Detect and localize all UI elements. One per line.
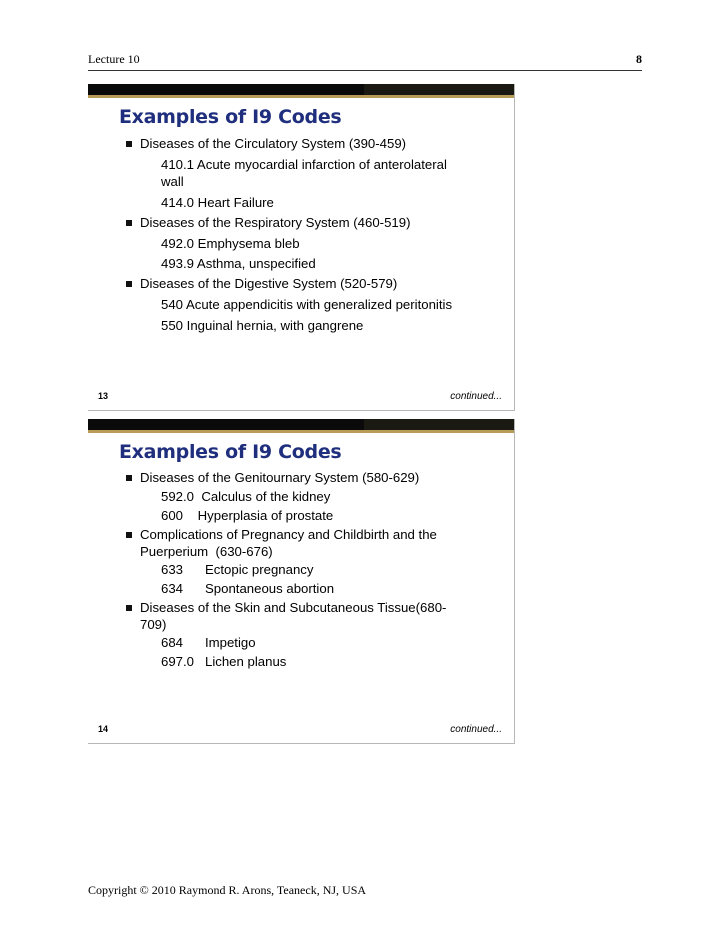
slide-13 bbox=[88, 84, 515, 411]
slide-number: 14 bbox=[98, 724, 109, 734]
bullet-icon bbox=[126, 141, 132, 147]
slide-top-bar bbox=[88, 84, 514, 98]
list-item: 600 Hyperplasia of prostate bbox=[161, 508, 334, 523]
list-item: 697.0 Lichen planus bbox=[161, 654, 287, 669]
list-item: Diseases of the Skin and Subcutaneous Tissue(680- bbox=[140, 600, 447, 615]
bullet-icon bbox=[126, 605, 132, 611]
slide-number: 13 bbox=[98, 391, 109, 401]
bullet-icon bbox=[126, 475, 132, 481]
slide-top-bar bbox=[88, 419, 514, 433]
continued-label: continued... bbox=[450, 391, 502, 402]
list-item: 633 Ectopic pregnancy bbox=[161, 562, 314, 577]
list-item: 540 Acute appendicitis with generalized peritonitis bbox=[161, 297, 453, 312]
list-item: wall bbox=[161, 174, 184, 189]
list-item: 410.1 Acute myocardial infarction of anterolateral bbox=[161, 156, 447, 172]
header-rule bbox=[88, 70, 642, 71]
list-item: 592.0 Calculus of the kidney bbox=[161, 489, 331, 504]
continued-label: continued... bbox=[450, 724, 502, 735]
lecture-label: Lecture 10 bbox=[88, 52, 140, 66]
list-item: 414.0 Heart Failure bbox=[161, 195, 274, 210]
list-item: 634 Spontaneous abortion bbox=[161, 581, 335, 596]
list-item: Diseases of the Respiratory System (460-519) bbox=[140, 215, 411, 230]
list-item: Diseases of the Digestive System (520-579) bbox=[140, 276, 398, 291]
list-item: 684 Impetigo bbox=[161, 635, 256, 650]
list-item: 709) bbox=[140, 617, 167, 632]
bullet-icon bbox=[126, 532, 132, 538]
slide-title: Examples of I9 Codes bbox=[119, 441, 342, 463]
list-item: 550 Inguinal hernia, with gangrene bbox=[161, 318, 364, 333]
list-item: Puerperium (630-676) bbox=[140, 544, 273, 559]
list-item: Diseases of the Circulatory System (390-459) bbox=[140, 136, 407, 151]
list-item: Diseases of the Genitournary System (580-629) bbox=[140, 470, 420, 485]
list-item: 493.9 Asthma, unspecified bbox=[161, 256, 316, 271]
bullet-icon bbox=[126, 281, 132, 287]
list-item: 492.0 Emphysema bleb bbox=[161, 236, 300, 251]
slide-14 bbox=[88, 419, 515, 744]
slide-title: Examples of I9 Codes bbox=[119, 106, 342, 128]
bullet-icon bbox=[126, 220, 132, 226]
list-item: Complications of Pregnancy and Childbirth and the bbox=[140, 527, 437, 542]
page-header bbox=[88, 52, 642, 70]
copyright-footer: Copyright © 2010 Raymond R. Arons, Teaneck, NJ, USA bbox=[88, 883, 367, 897]
page-number: 8 bbox=[636, 52, 642, 66]
